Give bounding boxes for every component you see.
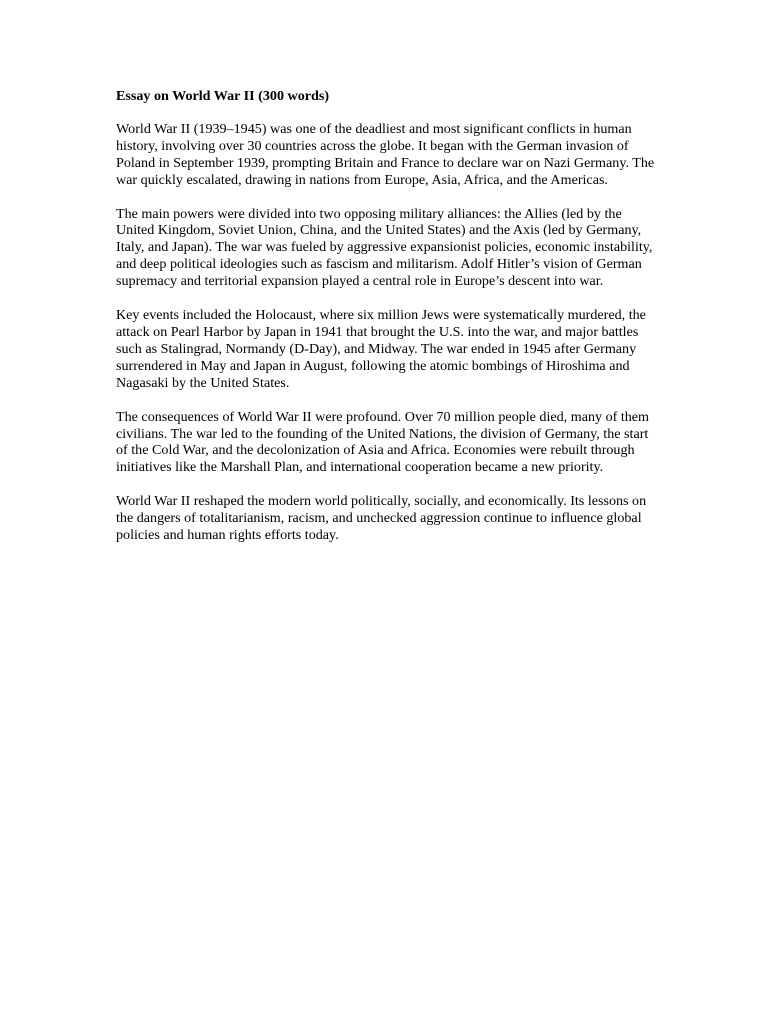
document-body (116, 88, 656, 561)
paragraph-introduction: World War II (1939–1945) was one of the deadliest and most significant conflicts in human history, involving over 30 countries across the globe. It began with the German invasion of Poland in September 1939, prompting Britain and France to declare war on Nazi Germany. The war quickly escalated, drawing in nations from Europe, Asia, Africa, and the Americas. (116, 120, 655, 188)
paragraph-consequences: The consequences of World War II were profound. Over 70 million people died, many of them civilians. The war led to the founding of the United Nations, the division of Germany, the start of the Cold War, and the decolonization of Asia and Africa. Economies were rebuilt through initiatives like the Marshall Plan, and international cooperation became a new priority. (116, 408, 650, 476)
paragraph-alliances: The main powers were divided into two opposing military alliances: the Allies (led by the United Kingdom, Soviet Union, China, and the United States) and the Axis (led by Germany, Italy, and Japan). The war was fueled by aggressive expansionist policies, economic instability, and deep political ideologies such as fascism and militarism. Adolf Hitler’s vision of German supremacy and territorial expansion played a central role in Europe’s descent into war. (116, 205, 653, 290)
paragraph-conclusion: World War II reshaped the modern world politically, socially, and economically. Its lessons on the dangers of totalitarianism, racism, and unchecked aggression continue to influence global policies and human rights efforts today. (116, 493, 647, 544)
essay-title: Essay on World War II (300 words) (116, 88, 330, 104)
paragraph-key-events: Key events included the Holocaust, where six million Jews were systematically murdered, the attack on Pearl Harbor by Japan in 1941 that brought the U.S. into the war, and major battles such as Stalingrad, Normandy (D-Day), and Midway. The war ended in 1945 after Germany surrendered in May and Japan in August, following the atomic bombings of Hiroshima and Nagasaki by the United States. (116, 307, 646, 391)
